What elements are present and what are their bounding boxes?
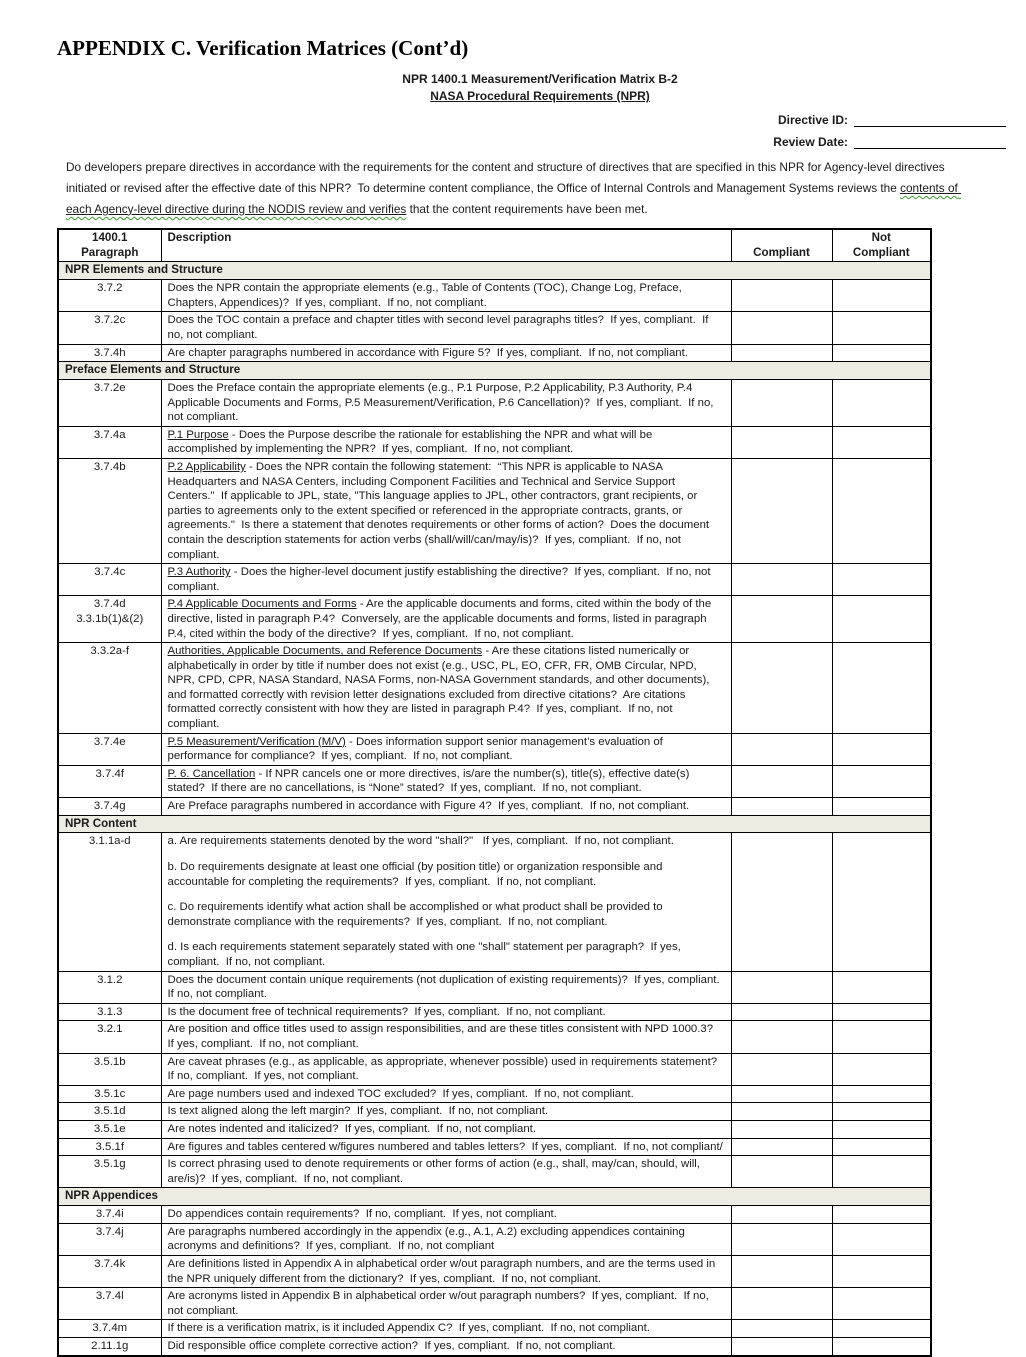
verification-matrix-table: [57, 228, 932, 1357]
description-cell: P. 6. Cancellation - If NPR cancels one or more directives, is/are the number(s), title(s), effective date(s) stated? If there are no cancellations, is “None” stated? If yes, compliant. If no, not compliant.: [161, 765, 731, 797]
description-cell: Does the TOC contain a preface and chapter titles with second level paragraphs titles? If yes, compliant. If no, not compliant.: [161, 312, 731, 344]
compliant-cell[interactable]: [731, 596, 832, 643]
description-cell: Is correct phrasing used to denote requirements or other forms of action (e.g., shall, may/can, should, will, are/is)? If yes, compliant. If no, not compliant.: [161, 1156, 731, 1188]
compliant-cell[interactable]: [731, 798, 832, 816]
compliant-cell[interactable]: [731, 458, 832, 563]
not-compliant-cell[interactable]: [832, 1120, 931, 1138]
paragraph-cell: 3.2.1: [58, 1021, 161, 1053]
description-cell: P.2 Applicability - Does the NPR contain the following statement: “This NPR is applicable to NASA Headquarters and NASA Centers, including Component Facilities and Technical and Service Support Centers." If applicable to JPL, state, "This language applies to JPL, other contractors, grant recipients, or parties to agreements only to the extent specified or referenced in the appropriate contracts, grants, or agreements." Is there a statement that denotes requirements or other forms of action? Does the document contain the description statements for action verbs (shall/will/can/may/is)? If yes, compliant. If no, not compliant.: [161, 458, 731, 563]
description-cell: Are Preface paragraphs numbered in accordance with Figure 4? If yes, compliant. If no, not compliant.: [161, 798, 731, 816]
intro-text-before: Do developers prepare directives in accordance with the requirements for the content and structure of directives that are specified in this NPR for Agency-level directives initiated or revised after the effective date of this NPR? To determine content compliance, the Office of Internal Controls and Management Systems reviews the: [66, 159, 948, 195]
description-cell: P.5 Measurement/Verification (M/V) - Does information support senior management’s evaluation of performance for compliance? If yes, compliant. If no, not compliant.: [161, 733, 731, 765]
col-header-not-compliant: Not Compliant: [832, 229, 931, 262]
compliant-cell[interactable]: [731, 280, 832, 312]
col-header-compliant: Compliant: [731, 229, 832, 262]
matrix-row: [58, 798, 931, 816]
matrix-row: [58, 596, 931, 643]
paragraph-cell: 3.5.1c: [58, 1085, 161, 1103]
review-date-label: Review Date:: [773, 134, 848, 149]
section-header-label: Preface Elements and Structure: [58, 362, 931, 380]
paragraph-cell: 3.7.4f: [58, 765, 161, 797]
review-date-row: [0, 134, 1006, 149]
compliant-cell[interactable]: [731, 1288, 832, 1320]
not-compliant-cell[interactable]: [832, 564, 931, 596]
not-compliant-cell[interactable]: [832, 1223, 931, 1255]
compliant-cell[interactable]: [731, 1138, 832, 1156]
compliant-cell[interactable]: [731, 971, 832, 1003]
paragraph-cell: 3.7.4d 3.3.1b(1)&(2): [58, 596, 161, 643]
paragraph-cell: 3.5.1d: [58, 1103, 161, 1121]
matrix-row: [58, 1337, 931, 1355]
compliant-cell[interactable]: [731, 426, 832, 458]
review-date-blank-field[interactable]: [854, 134, 1006, 149]
directive-id-blank-field[interactable]: [854, 112, 1006, 127]
matrix-row: [58, 643, 931, 734]
paragraph-cell: 3.1.1a-d: [58, 833, 161, 971]
paragraph-cell: 3.7.4i: [58, 1206, 161, 1224]
table-header-row: [58, 229, 931, 262]
not-compliant-cell[interactable]: [832, 1206, 931, 1224]
matrix-row: [58, 312, 931, 344]
compliant-cell[interactable]: [731, 1223, 832, 1255]
not-compliant-cell[interactable]: [832, 596, 931, 643]
not-compliant-cell[interactable]: [832, 765, 931, 797]
compliant-cell[interactable]: [731, 380, 832, 427]
matrix-row: [58, 426, 931, 458]
description-cell: Does the document contain unique requirements (not duplication of existing requirements)? If yes, compliant. If no, not compliant.: [161, 971, 731, 1003]
matrix-row: [58, 1320, 931, 1338]
description-cell: P.3 Authority - Does the higher-level document justify establishing the directive? If yes, compliant. If no, not compliant.: [161, 564, 731, 596]
paragraph-cell: 3.1.3: [58, 1003, 161, 1021]
compliant-cell[interactable]: [731, 1053, 832, 1085]
matrix-subtitle: NPR 1400.1 Measurement/Verification Matrix B-2: [402, 72, 678, 86]
section-header-row: [58, 262, 931, 280]
matrix-row: [58, 564, 931, 596]
description-cell: a. Are requirements statements denoted by the word "shall?" If yes, compliant. If no, not compliant. b. Do requirements designate at least one official (by position title) or organization responsible and accountable for completing the requirements? If yes, compliant. If no, not compliant. c. Do requirements identify what action shall be accomplished or what product shall be provided to demonstrate compliance with the requirements? If yes, compliant. If no, not compliant. d. Is each requirements statement separately stated with one "shall" statement per paragraph? If yes, compliant. If no, not compliant.: [161, 833, 731, 971]
not-compliant-cell[interactable]: [832, 1021, 931, 1053]
description-cell: Are acronyms listed in Appendix B in alphabetical order w/out paragraph numbers? If yes, compliant. If no, not compliant.: [161, 1288, 731, 1320]
intro-paragraph: [66, 157, 976, 220]
description-cell: Are paragraphs numbered accordingly in the appendix (e.g., A.1, A.2) excluding appendices containing acronyms and definitions? If yes, compliant. If no, not compliant: [161, 1223, 731, 1255]
directive-id-row: [0, 112, 1006, 127]
not-compliant-cell[interactable]: [832, 426, 931, 458]
section-header-label: NPR Appendices: [58, 1188, 931, 1206]
description-cell: Did responsible office complete corrective action? If yes, compliant. If no, not compliant.: [161, 1337, 731, 1355]
compliant-cell[interactable]: [731, 733, 832, 765]
description-cell: Does the Preface contain the appropriate elements (e.g., P.1 Purpose, P.2 Applicability, P.3 Authority, P.4 Applicable Documents and Forms, P.5 Measurement/Verification, P.6 Cancellation)? If yes, compliant. If no, not compliant.: [161, 380, 731, 427]
description-cell: Are position and office titles used to assign responsibilities, and are these titles consistent with NPD 1000.3? If yes, compliant. If no, not compliant.: [161, 1021, 731, 1053]
description-cell: Are chapter paragraphs numbered in accordance with Figure 5? If yes, compliant. If no, not compliant.: [161, 344, 731, 362]
paragraph-cell: 2.11.1g: [58, 1337, 161, 1355]
paragraph-cell: 3.5.1b: [58, 1053, 161, 1085]
paragraph-cell: 3.7.2: [58, 280, 161, 312]
matrix-row: [58, 1288, 931, 1320]
compliant-cell[interactable]: [731, 833, 832, 971]
header-fields: [0, 112, 1006, 149]
not-compliant-cell[interactable]: [832, 312, 931, 344]
not-compliant-cell[interactable]: [832, 798, 931, 816]
description-cell: P.1 Purpose - Does the Purpose describe the rationale for establishing the NPR and what will be accomplished by implementing the NPR? If yes, compliant. If no, not compliant.: [161, 426, 731, 458]
paragraph-cell: 3.7.4h: [58, 344, 161, 362]
matrix-row: [58, 1120, 931, 1138]
description-cell: Are caveat phrases (e.g., as applicable, as appropriate, whenever possible) used in requirements statement? If no, compliant. If yes, not compliant.: [161, 1053, 731, 1085]
matrix-row: [58, 1138, 931, 1156]
section-header-row: [58, 362, 931, 380]
paragraph-cell: 3.1.2: [58, 971, 161, 1003]
compliant-cell[interactable]: [731, 1156, 832, 1188]
matrix-row: [58, 733, 931, 765]
compliant-cell[interactable]: [731, 312, 832, 344]
paragraph-cell: 3.7.4l: [58, 1288, 161, 1320]
description-cell: Are notes indented and italicized? If yes, compliant. If no, not compliant.: [161, 1120, 731, 1138]
paragraph-cell: 3.3.2a-f: [58, 643, 161, 734]
matrix-row: [58, 1053, 931, 1085]
not-compliant-cell[interactable]: [832, 1138, 931, 1156]
not-compliant-cell[interactable]: [832, 733, 931, 765]
not-compliant-cell[interactable]: [832, 1053, 931, 1085]
description-cell: Is text aligned along the left margin? If yes, compliant. If no, not compliant.: [161, 1103, 731, 1121]
paragraph-cell: 3.7.4m: [58, 1320, 161, 1338]
matrix-row: [58, 1156, 931, 1188]
paragraph-cell: 3.7.2e: [58, 380, 161, 427]
matrix-row: [58, 380, 931, 427]
not-compliant-cell[interactable]: [832, 1255, 931, 1287]
paragraph-cell: 3.7.2c: [58, 312, 161, 344]
paragraph-cell: 3.7.4c: [58, 564, 161, 596]
not-compliant-cell[interactable]: [832, 1003, 931, 1021]
compliant-cell[interactable]: [731, 1320, 832, 1338]
matrix-row: [58, 280, 931, 312]
description-cell: If there is a verification matrix, is it included Appendix C? If yes, compliant. If no, not compliant.: [161, 1320, 731, 1338]
compliant-cell[interactable]: [731, 344, 832, 362]
paragraph-cell: 3.7.4a: [58, 426, 161, 458]
matrix-row: [58, 1206, 931, 1224]
compliant-cell[interactable]: [731, 765, 832, 797]
compliant-cell[interactable]: [731, 1003, 832, 1021]
section-header-row: [58, 1188, 931, 1206]
description-cell: Do appendices contain requirements? If no, compliant. If yes, not compliant.: [161, 1206, 731, 1224]
paragraph-cell: 3.5.1f: [58, 1138, 161, 1156]
not-compliant-cell[interactable]: [832, 1085, 931, 1103]
description-cell: Are page numbers used and indexed TOC excluded? If yes, compliant. If no, not compliant.: [161, 1085, 731, 1103]
not-compliant-cell[interactable]: [832, 380, 931, 427]
matrix-row: [58, 765, 931, 797]
intro-text-after: that the content requirements have been met.: [406, 201, 648, 216]
paragraph-cell: 3.7.4g: [58, 798, 161, 816]
paragraph-cell: 3.7.4b: [58, 458, 161, 563]
compliant-cell[interactable]: [731, 643, 832, 734]
description-cell: Does the NPR contain the appropriate elements (e.g., Table of Contents (TOC), Change Log, Preface, Chapters, Appendices)? If yes, compliant. If no, not compliant.: [161, 280, 731, 312]
compliant-cell[interactable]: [731, 1255, 832, 1287]
section-header-label: NPR Content: [58, 815, 931, 833]
page-title: APPENDIX C. Verification Matrices (Cont’d): [57, 36, 469, 60]
not-compliant-cell[interactable]: [832, 643, 931, 734]
intro-underlined-phrase: contents of each Agency-level directive during the NODIS review and verifies: [66, 180, 962, 216]
paragraph-cell: 3.7.4e: [58, 733, 161, 765]
matrix-row: [58, 344, 931, 362]
compliant-cell[interactable]: [731, 1120, 832, 1138]
matrix-row: [58, 1003, 931, 1021]
matrix-row: [58, 971, 931, 1003]
not-compliant-cell[interactable]: [832, 971, 931, 1003]
description-cell: Are figures and tables centered w/figures numbered and tables letters? If yes, compliant. If no, not compliant/: [161, 1138, 731, 1156]
description-cell: Is the document free of technical requirements? If yes, compliant. If no, not compliant.: [161, 1003, 731, 1021]
compliant-cell[interactable]: [731, 1206, 832, 1224]
not-compliant-cell[interactable]: [832, 344, 931, 362]
matrix-row: [58, 1103, 931, 1121]
compliant-cell[interactable]: [731, 1085, 832, 1103]
not-compliant-cell[interactable]: [832, 1288, 931, 1320]
not-compliant-cell[interactable]: [832, 280, 931, 312]
compliant-cell[interactable]: [731, 564, 832, 596]
compliant-cell[interactable]: [731, 1103, 832, 1121]
paragraph-cell: 3.7.4j: [58, 1223, 161, 1255]
section-header-row: [58, 815, 931, 833]
matrix-row: [58, 458, 931, 563]
matrix-row: [58, 1085, 931, 1103]
col-header-description: Description: [161, 229, 731, 262]
not-compliant-cell[interactable]: [832, 1337, 931, 1355]
paragraph-cell: 3.7.4k: [58, 1255, 161, 1287]
description-cell: Are definitions listed in Appendix A in alphabetical order w/out paragraph numbers, and are the terms used in the NPR uniquely different from the dictionary? If yes, compliant. If no, not compliant.: [161, 1255, 731, 1287]
description-cell: P.4 Applicable Documents and Forms - Are the applicable documents and forms, cited within the body of the directive, listed in paragraph P.4? Conversely, are the applicable documents and forms, listed in paragraph P.4, cited within the body of the directive? If yes, compliant. If no, not compliant.: [161, 596, 731, 643]
directive-id-label: Directive ID:: [777, 112, 848, 127]
not-compliant-cell[interactable]: [832, 1320, 931, 1338]
compliant-cell[interactable]: [731, 1337, 832, 1355]
description-cell: Authorities, Applicable Documents, and Reference Documents - Are these citations listed numerically or alphabetically in order by title if number does not exist (e.g., USC, PL, EO, CFR, FR, OMB Circular, NPD, NPR, CPD, CPR, NASA Standard, NASA Forms, non-NASA Government standards, and other documents), and formatted correctly with revision letter designations excluded from directive citations? Are citations formatted correctly consistent with how they are listed in paragraph P.4? If yes, compliant. If no, not compliant.: [161, 643, 731, 734]
matrix-row: [58, 1021, 931, 1053]
section-header-label: NPR Elements and Structure: [58, 262, 931, 280]
matrix-row: [58, 1255, 931, 1287]
not-compliant-cell[interactable]: [832, 1103, 931, 1121]
paragraph-cell: 3.5.1g: [58, 1156, 161, 1188]
not-compliant-cell[interactable]: [832, 1156, 931, 1188]
matrix-row: [58, 833, 931, 971]
paragraph-cell: 3.5.1e: [58, 1120, 161, 1138]
not-compliant-cell[interactable]: [832, 833, 931, 971]
col-header-paragraph: 1400.1 Paragraph: [58, 229, 161, 262]
npr-subtitle: NASA Procedural Requirements (NPR): [430, 89, 650, 104]
matrix-row: [58, 1223, 931, 1255]
compliant-cell[interactable]: [731, 1021, 832, 1053]
not-compliant-cell[interactable]: [832, 458, 931, 563]
